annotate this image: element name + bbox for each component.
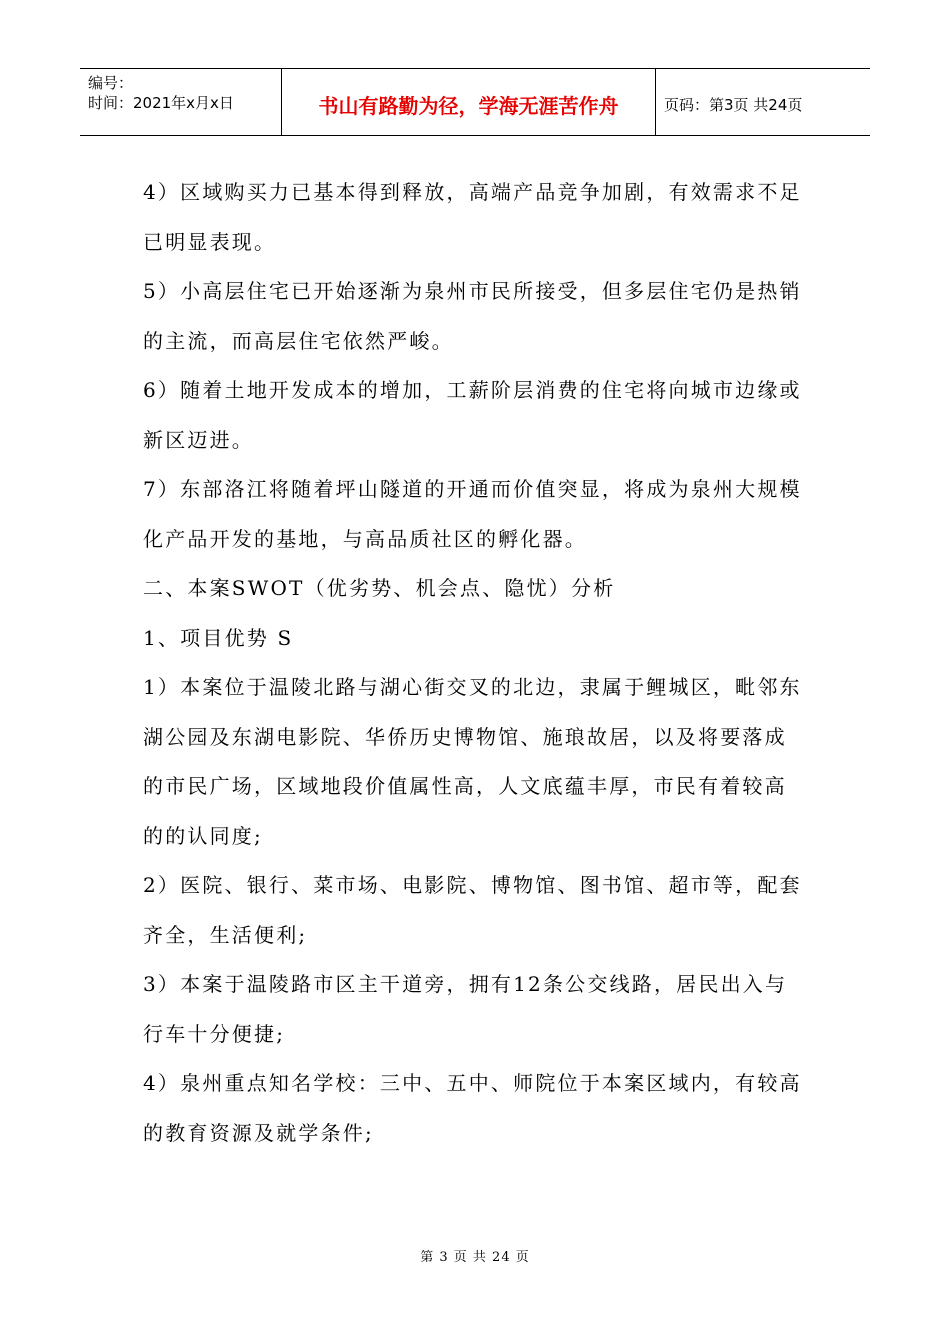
text-line: 行车十分便捷; <box>143 1021 286 1046</box>
text-line: 3）本案于温陵路市区主干道旁，拥有12条公交线路，居民出入与 <box>143 972 788 996</box>
header-motto: 书山有路勤为径，学海无涯苦作舟 <box>282 69 656 135</box>
text-line: 1）本案位于温陵北路与湖心街交叉的北边，隶属于鲤城区，毗邻东 <box>143 675 802 699</box>
text-line: 2）医院、银行、菜市场、电影院、博物馆、图书馆、超市等，配套 <box>143 873 802 897</box>
section-heading: 二、本案SWOT（优劣势、机会点、隐忧）分析 <box>143 576 616 600</box>
text-line: 湖公园及东湖电影院、华侨历史博物馆、施琅故居，以及将要落成 <box>143 724 787 749</box>
date-label: 时间：2021年x月x日 <box>88 94 234 112</box>
serial-number-label: 编号： <box>88 74 134 92</box>
text-line: 齐全，生活便利; <box>143 922 308 947</box>
header-meta-cell <box>80 69 282 135</box>
text-line: 化产品开发的基地，与高品质社区的孵化器。 <box>143 526 587 551</box>
text-line: 5）小高层住宅已开始逐渐为泉州市民所接受，但多层住宅仍是热销 <box>143 279 802 303</box>
text-line: 新区迈进。 <box>143 427 254 452</box>
text-line: 4）泉州重点知名学校：三中、五中、师院位于本案区域内，有较高 <box>143 1071 802 1095</box>
text-line: 的主流，而高层住宅依然严峻。 <box>143 328 454 353</box>
text-line: 的的认同度; <box>143 823 263 848</box>
document-header <box>80 68 870 136</box>
header-page-info: 页码：第3页 共24页 <box>664 95 803 114</box>
text-line: 的教育资源及就学条件; <box>143 1120 374 1145</box>
text-line: 4）区域购买力已基本得到释放，高端产品竞争加剧，有效需求不足 <box>143 180 802 204</box>
text-line: 7）东部洛江将随着坪山隧道的开通而价值突显，将成为泉州大规模 <box>143 477 802 501</box>
text-line: 的市民广场，区域地段价值属性高，人文底蕴丰厚，市民有着较高 <box>143 774 787 798</box>
page-footer: 第 3 页 共 24 页 <box>420 1250 530 1265</box>
text-line: 6）随着土地开发成本的增加，工薪阶层消费的住宅将向城市边缘或 <box>143 378 802 402</box>
document-body <box>143 168 808 1158</box>
text-line: 已明显表现。 <box>143 229 277 254</box>
subsection-heading: 1、项目优势 S <box>143 625 294 650</box>
